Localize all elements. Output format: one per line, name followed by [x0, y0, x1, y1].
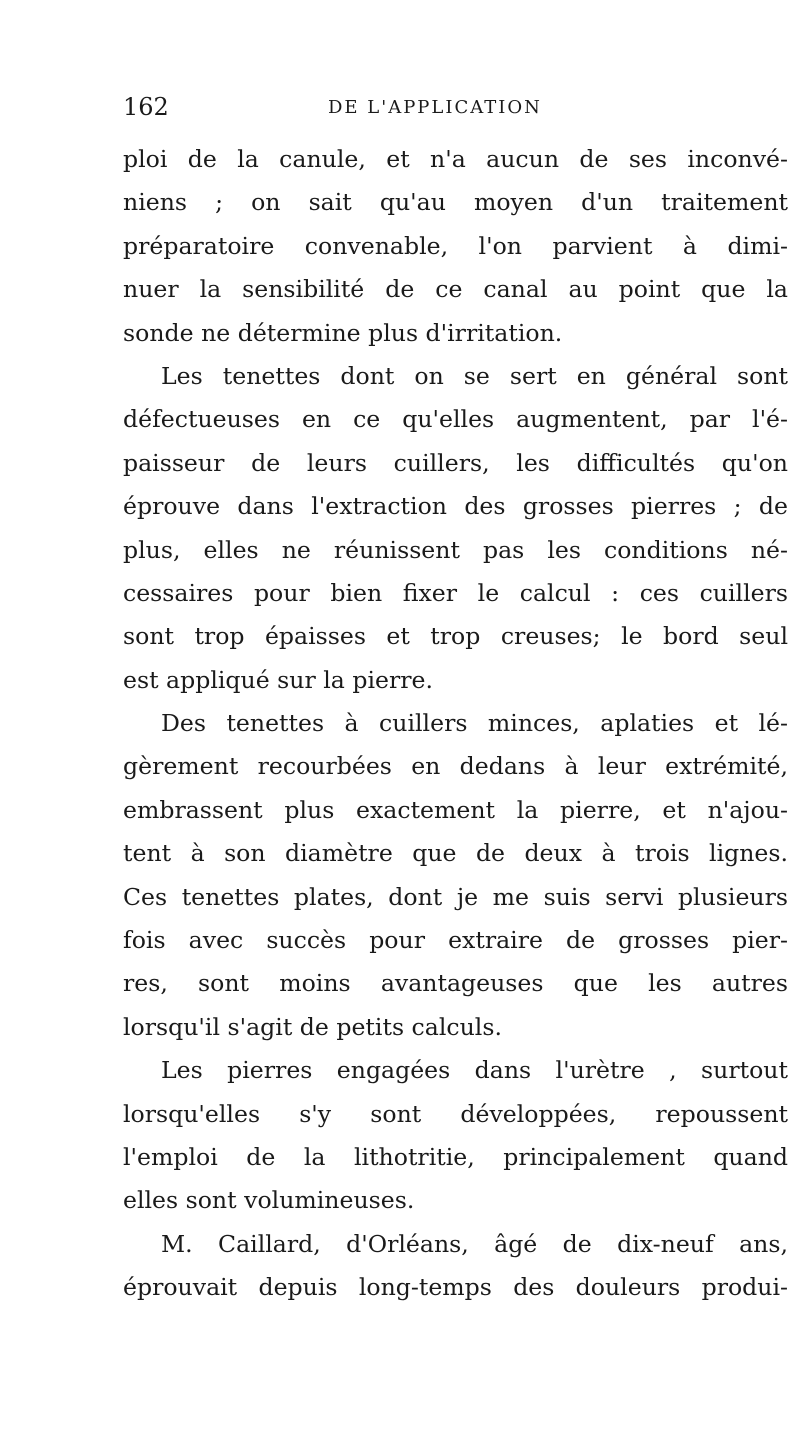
text-line: plus, elles ne réunissent pas les conditions né-	[123, 535, 788, 564]
text-line: l'emploi de la lithotritie, principalement quand	[123, 1142, 788, 1171]
text-line: ploi de la canule, et n'a aucun de ses inconvé-	[123, 145, 788, 173]
running-head	[123, 92, 783, 122]
body-text	[123, 138, 788, 1310]
text-line: Ces tenettes plates, dont je me suis servi plusieurs	[123, 882, 788, 911]
text-line: nuer la sensibilité de ce canal au point que la	[123, 275, 788, 304]
text-line: lorsqu'il s'agit de petits calculs.	[123, 1012, 502, 1041]
text-line: éprouvait depuis long-temps des douleurs produi-	[123, 1273, 788, 1302]
text-line: fois avec succès pour extraire de grosses pier-	[123, 926, 788, 955]
text-line: Des tenettes à cuillers minces, aplaties et lé-	[161, 709, 788, 738]
text-line: M. Caillard, d'Orléans, âgé de dix-neuf ans,	[161, 1229, 788, 1258]
text-line: gèrement recourbées en dedans à leur extrémité,	[123, 752, 788, 781]
text-line: niens ; on sait qu'au moyen d'un traitement	[123, 188, 788, 217]
page-number: 162	[123, 93, 169, 121]
text-line: sonde ne détermine plus d'irritation.	[123, 318, 563, 347]
text-line: est appliqué sur la pierre.	[123, 665, 434, 694]
text-line: cessaires pour bien fixer le calcul : ces cuillers	[123, 578, 788, 607]
text-line: Les tenettes dont on se sert en général sont	[161, 361, 788, 390]
text-line: préparatoire convenable, l'on parvient à dimi-	[123, 231, 788, 260]
text-line: paisseur de leurs cuillers, les difficultés qu'on	[123, 448, 788, 477]
text-line: lorsqu'elles s'y sont développées, repoussent	[123, 1099, 788, 1128]
text-line: res, sont moins avantageuses que les autres	[123, 969, 788, 998]
text-line: Les pierres engagées dans l'urètre , surtout	[161, 1056, 788, 1085]
header-title: DE L'APPLICATION	[328, 97, 542, 118]
text-line: sont trop épaisses et trop creuses; le bord seul	[123, 622, 788, 651]
text-line: elles sont volumineuses.	[123, 1186, 415, 1215]
text-line: défectueuses en ce qu'elles augmentent, par l'é-	[123, 405, 788, 434]
text-line: embrassent plus exactement la pierre, et n'ajou-	[123, 795, 788, 824]
text-line: éprouve dans l'extraction des grosses pierres ; de	[123, 492, 788, 521]
text-line: tent à son diamètre que de deux à trois lignes.	[123, 839, 788, 868]
